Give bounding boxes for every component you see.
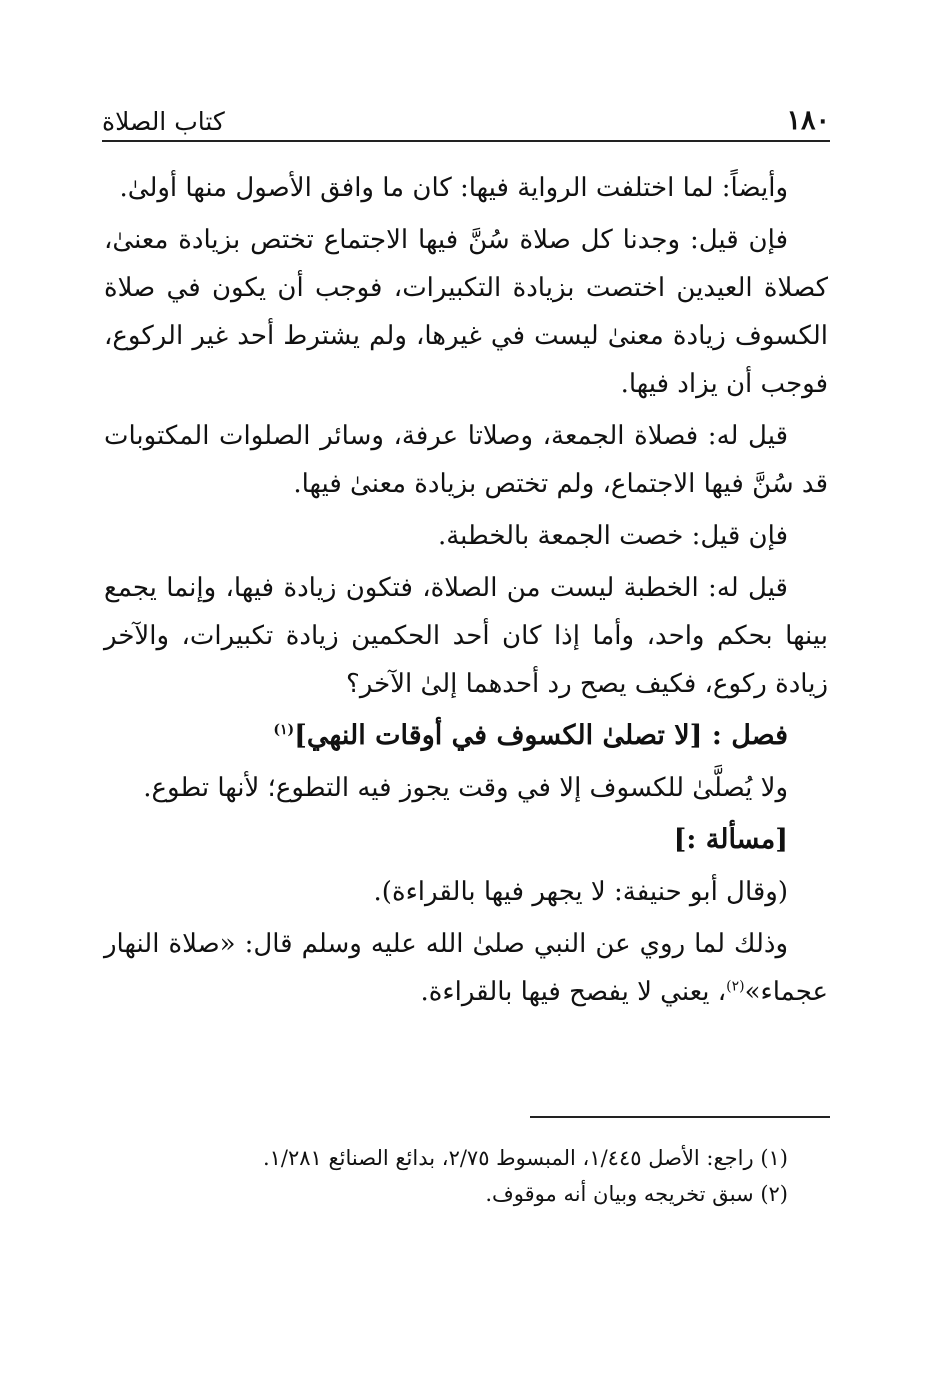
paragraph: وأيضاً: لما اختلفت الرواية فيها: كان ما وافق الأصول منها أولىٰ.: [119, 173, 788, 203]
footnote: (١) راجع: الأصل ١/٤٤٥، المبسوط ٢/٧٥، بدائع الصنائع ١/٢٨١.: [262, 1146, 788, 1170]
paragraph: قيل له: فصلاة الجمعة، وصلاتا عرفة، وسائر الصلوات المكتوبات قد سُنَّ فيها الاجتماع، ولم تختص بزيادة معنىٰ فيها.: [104, 421, 828, 499]
body-text: [104, 164, 828, 1020]
paragraph: فإن قيل: خصت الجمعة بالخطبة.: [437, 521, 788, 551]
paragraph: قيل له: الخطبة ليست من الصلاة، فتكون زيادة فيها، وإنما يجمع بينها بحكم واحد، وأما إذا كان أحد الحكمين زيادة تكبيرات، والآخر زيادة ركوع، فكيف يصح رد أحدهما إلىٰ الآخر؟: [104, 573, 828, 699]
page-number: ١٨٠: [786, 105, 830, 136]
section-heading-text: فصل : [لا تصلىٰ الكسوف في أوقات النهي]: [294, 720, 788, 751]
paragraph: ولا يُصلَّىٰ للكسوف إلا في وقت يجوز فيه التطوع؛ لأنها تطوع.: [143, 773, 788, 803]
footnotes: [104, 1140, 828, 1212]
paragraph: (وقال أبو حنيفة: لا يجهر فيها بالقراءة).: [373, 877, 788, 907]
footnote-ref: (٢): [726, 978, 745, 995]
footnote-ref: (١): [273, 722, 295, 738]
page-header: [102, 92, 830, 142]
paragraph: [104, 920, 828, 1016]
section-heading: [104, 712, 828, 760]
paragraph: فإن قيل: وجدنا كل صلاة سُنَّ فيها الاجتماع تختص بزيادة معنىٰ، كصلاة العيدين اختصت بزيادة التكبيرات، فوجب أن يكون في صلاة الكسوف زيادة معنىٰ ليست في غيرها، ولم يشترط أحد غير الركوع، فوجب أن يزاد فيها.: [104, 225, 828, 399]
footnote-divider: [530, 1116, 830, 1118]
footnote: (٢) سبق تخريجه وبيان أنه موقوف.: [485, 1182, 788, 1206]
paragraph-text: ، يعني لا يفصح فيها بالقراءة.: [420, 977, 727, 1007]
running-title: كتاب الصلاة: [102, 107, 225, 136]
issue-heading: [مسألة :]: [673, 824, 788, 855]
paragraph-text: وذلك لما روي عن النبي صلىٰ الله عليه وسلم قال: «صلاة النهار عجماء»: [104, 929, 828, 1007]
